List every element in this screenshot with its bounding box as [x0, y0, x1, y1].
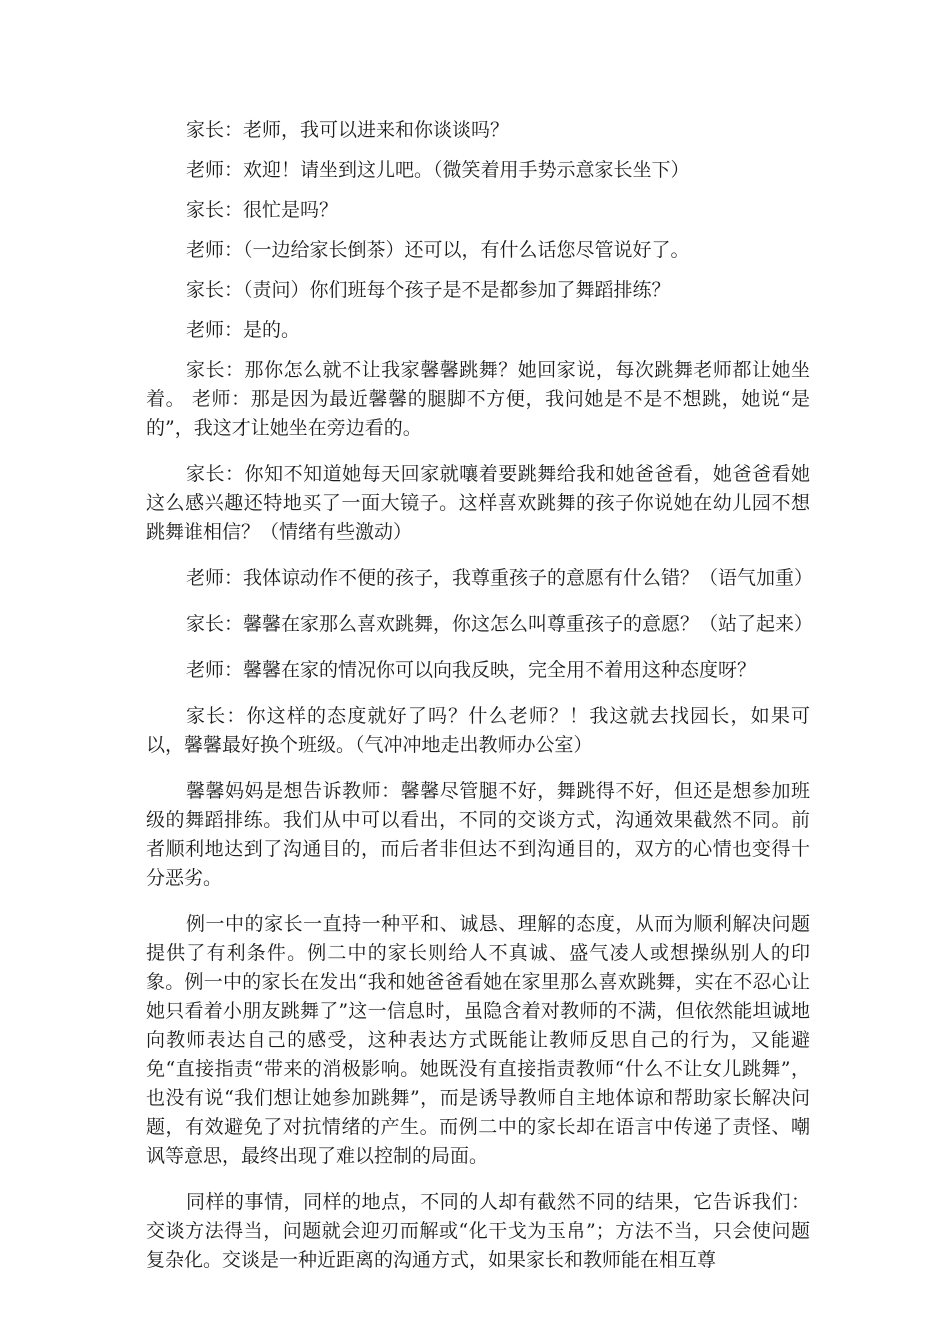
dialogue-line: 家长：（责问）你们班每个孩子是不是都参加了舞蹈排练？	[186, 279, 671, 301]
conclusion-paragraph: 同样的事情，同样的地点，不同的人却有截然不同的结果，它告诉我们：交谈方法得当，问题就会迎刃而解或“化干戈为玉帛”；方法不当，只会使问题复杂化。交谈是一种近距离的沟通方式，如果家长和教师能在相互尊	[146, 1191, 810, 1271]
dialogue-paragraph: 家长：你知不知道她每天回家就嚷着要跳舞给我和她爸爸看，她爸爸看她这么感兴趣还特地买了一面大镜子。这样喜欢跳舞的孩子你说她在幼儿园不想跳舞谁相信？（情绪有些激动）	[146, 463, 810, 543]
dialogue-paragraph: 老师：馨馨在家的情况你可以向我反映，完全用不着用这种态度呀？	[186, 659, 757, 681]
dialogue-paragraph: 家长：馨馨在家那么喜欢跳舞，你这怎么叫尊重孩子的意愿？（站了起来）	[186, 613, 814, 635]
dialogue-paragraph: 家长：你这样的态度就好了吗？什么老师？！我这就去找园长，如果可以，馨馨最好换个班级。（气冲冲地走出教师办公室）	[146, 705, 810, 756]
analysis-paragraph: 例一中的家长一直持一种平和、诚恳、理解的态度，从而为顺利解决问题提供了有利条件。例二中的家长则给人不真诚、盛气凌人或想操纵别人的印象。例一中的家长在发出“我和她爸爸看她在家里那么喜欢跳舞，实在不忍心让她只看着小朋友跳舞了”这一信息时，虽隐含着对教师的不满，但依然能坦诚地向教师表达自己的感受，这种表达方式既能让教师反思自己的行为，又能避免“直接指责“带来的消极影响。她既没有直接指责教师“什么不让女儿跳舞”，也没有说“我们想让她参加跳舞”，而是诱导教师自主地体谅和帮助家长解决问题，有效避免了对抗情绪的产生。而例二中的家长却在语言中传递了责怪、嘲讽等意思，最终出现了难以控制的局面。	[146, 913, 810, 1167]
dialogue-line: 老师：欢迎！请坐到这儿吧。（微笑着用手势示意家长坐下）	[186, 159, 690, 181]
dialogue-paragraph: 老师：我体谅动作不便的孩子，我尊重孩子的意愿有什么错？（语气加重）	[186, 567, 814, 589]
dialogue-line: 老师：是的。	[186, 319, 301, 341]
dialogue-line: 老师：（一边给家长倒茶）还可以，有什么话您尽管说好了。	[186, 239, 690, 261]
analysis-paragraph: 馨馨妈妈是想告诉教师：馨馨尽管腿不好，舞跳得不好，但还是想参加班级的舞蹈排练。我们从中可以看出，不同的交谈方式，沟通效果截然不同。前者顺利地达到了沟通目的，而后者非但达不到沟通目的，双方的心情也变得十分恶劣。	[146, 780, 810, 889]
document-body	[146, 116, 814, 1292]
dialogue-line: 家长：很忙是吗？	[186, 199, 339, 221]
dialogue-paragraph: 家长：那你怎么就不让我家馨馨跳舞？她回家说，每次跳舞老师都让她坐着。 老师：那是因为最近馨馨的腿脚不方便，我问她是不是不想跳，她说“是的”，我这才让她坐在旁边看的。	[146, 359, 810, 439]
dialogue-line: 家长：老师，我可以进来和你谈谈吗？	[186, 119, 510, 141]
